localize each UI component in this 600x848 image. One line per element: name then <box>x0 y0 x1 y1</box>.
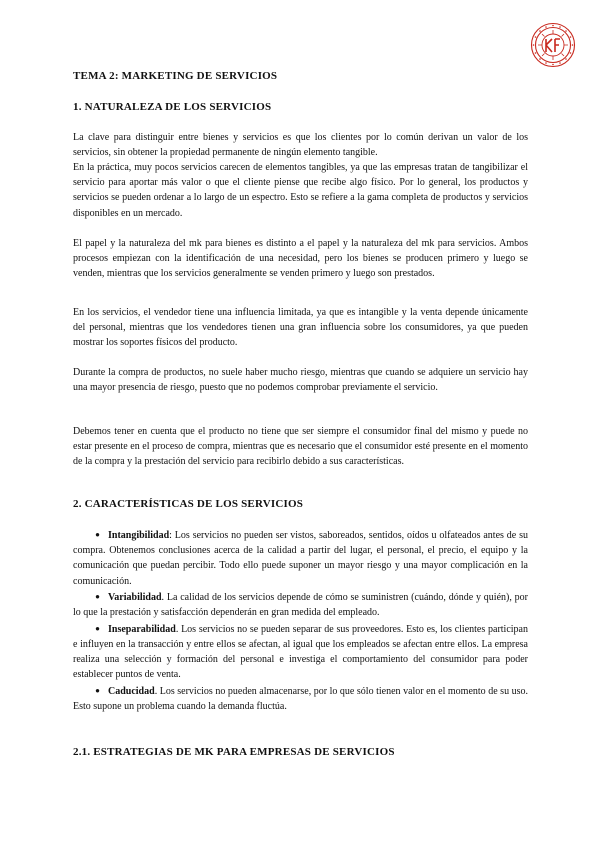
list-item-term: Variabilidad <box>108 592 162 603</box>
section-heading: 1. NATURALEZA DE LOS SERVICIOS <box>73 101 272 113</box>
characteristics-list <box>73 527 528 714</box>
list-item <box>73 683 528 714</box>
paragraph: El papel y la naturaleza del mk para bienes es distinto a el papel y la naturaleza del mk para servicios. Ambos procesos empiezan con la identificación de una necesidad, pero los bienes se producen primero y luego se venden, mientras que los servicios generalmente se venden primero y luego son prestados. <box>73 238 528 280</box>
paragraph: En los servicios, el vendedor tiene una influencia limitada, ya que es intangible y la venta depende únicamente del personal, mientras que los vendedores tienen una gran influencia sobre los consumidores, ya que pueden mostrar los soportes físicos del producto. <box>73 307 528 349</box>
bullet-icon: ● <box>95 623 100 633</box>
list-item-term: Inseparabilidad <box>108 623 176 635</box>
paragraph: En la práctica, muy pocos servicios carecen de elementos tangibles, ya que las empresas tratan de tangibilizar el servicio para aportar más valor o que el cliente piense que recibe algo físico. Por lo general, los productos y servicios se pueden ordenar a lo largo de un espectro. Esto se refiere a la gama completa de productos y servicios disponibles en un mercado. <box>73 162 528 219</box>
bullet-icon: ● <box>95 530 100 539</box>
bullet-icon: ● <box>95 685 100 695</box>
list-item <box>73 621 528 683</box>
paragraph: Durante la compra de productos, no suele haber mucho riesgo, mientras que cuando se adquiere un servicio hay una mayor presencia de riesgo, puesto que no podemos comprobar previamente el servicio. <box>73 367 528 394</box>
section-heading: 2. CARACTERÍSTICAS DE LOS SERVICIOS <box>73 498 304 510</box>
list-item-text: . La calidad de los servicios depende de cómo se suministren (cuándo, dónde y quién), por lo que la prestación y satisfacción dependerán en gran medida del empleado. <box>73 592 528 619</box>
list-item-text: . Los servicios no se pueden separar de sus proveedores. Esto es, los clientes participan e influyen en la transacción y entre ellos se afectan, al igual que los empleados se afectan entre ellos. La empresa realiza una selección y formación del personal e investiga el comportamiento del consumidor para poder establecer puntos de venta. <box>73 623 528 681</box>
section-heading: 2.1. ESTRATEGIAS DE MK PARA EMPRESAS DE SERVICIOS <box>73 746 395 758</box>
list-item <box>73 589 528 620</box>
list-item-text: . Los servicios no pueden almacenarse, por lo que sólo tienen valor en el momento de su uso. Esto supone un problema cuando la demanda fluctúa. <box>73 685 528 712</box>
list-item-term: Intangibilidad <box>108 530 170 541</box>
paragraph: La clave para distinguir entre bienes y servicios es que los clientes por lo común derivan un valor de los servicios, sin obtener la propiedad permanente de ningún elemento tangible. <box>73 132 528 159</box>
list-item-term: Caducidad <box>108 685 155 697</box>
list-item <box>73 527 528 589</box>
university-seal-icon <box>530 22 576 68</box>
bullet-icon: ● <box>95 592 100 601</box>
list-item-text: : Los servicios no pueden ser vistos, saboreados, sentidos, oídos u olfateados antes de su compra. Obtenemos conclusiones acerca de la calidad a partir del lugar, el personal, el precio, el equipo y la comunicación que puedan percibir. Todo ello puede suponer un mayor riesgo y una mayor complicación en la comunicación. <box>73 530 528 587</box>
page-title: TEMA 2: MARKETING DE SERVICIOS <box>73 70 278 82</box>
paragraph: Debemos tener en cuenta que el producto no tiene que ser siempre el consumidor final del mismo y puede no estar presente en el proceso de compra, mientras que es necesario que el consumidor esté presente en el momento de la compra y la prestación del servicio para recibirlo debido a sus características. <box>73 426 528 468</box>
